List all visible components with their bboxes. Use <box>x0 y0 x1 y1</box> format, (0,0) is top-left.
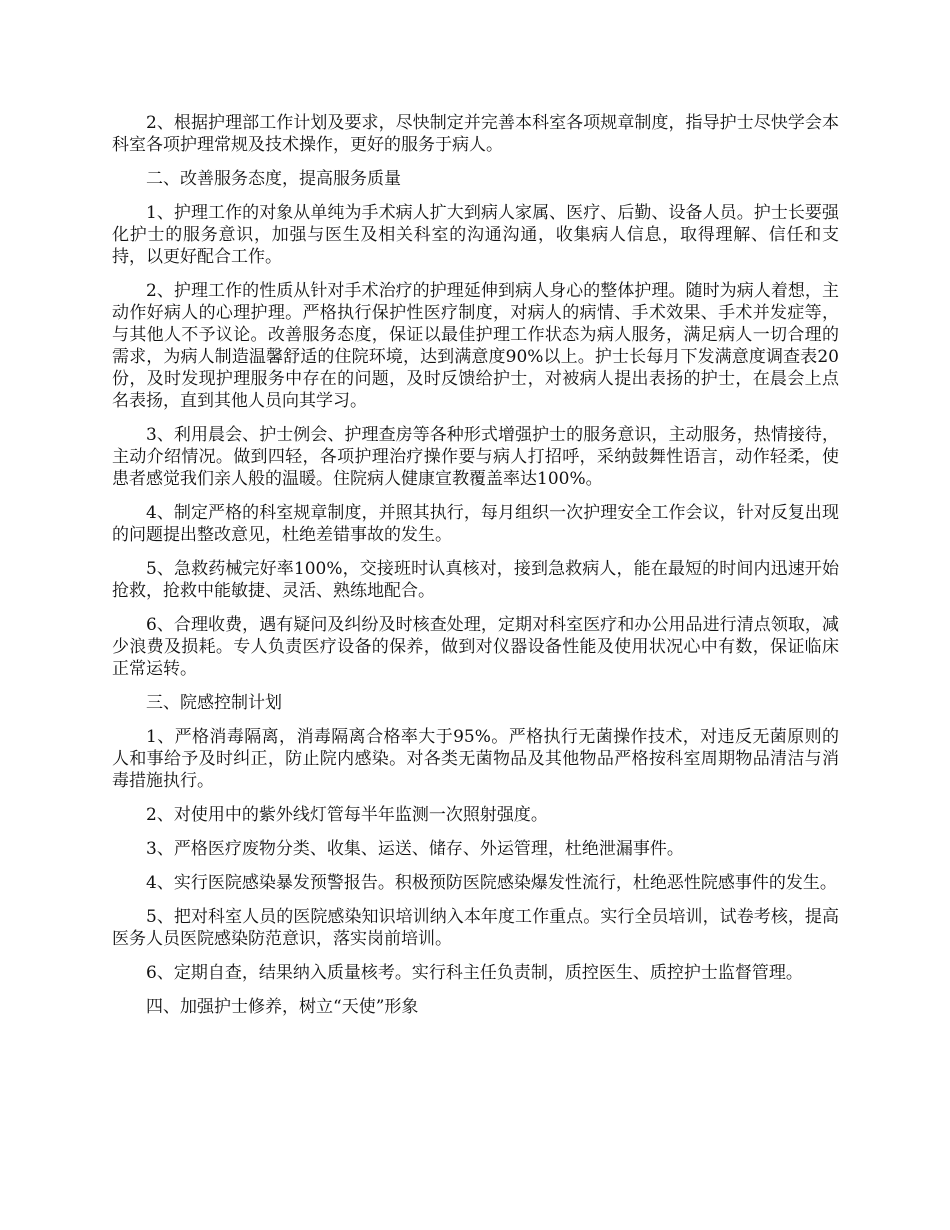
paragraph-disinfection-isolation: 1、严格消毒隔离，消毒隔离合格率大于95%。严格执行无菌操作技术，对违反无菌原则的人和事给予及时纠正，防止院内感染。对各类无菌物品及其他物品严格按科室周期物品清洁与消毒措施执行。 <box>112 727 839 791</box>
paragraph-uv-lamp-monitoring: 2、对使用中的紫外线灯管每半年监测一次照射强度。 <box>146 805 548 825</box>
paragraph-holistic-care: 2、护理工作的性质从针对手术治疗的护理延伸到病人身心的整体护理。随时为病人着想，主动作好病人的心理护理。严格执行保护性医疗制度，对病人的病情、手术效果、手术并发症等，与其他人不予议论。改善服务态度，保证以最佳护理工作状态为病人服务，满足病人一切合理的需求，为病人制造温馨舒适的住院环境，达到满意度90%以上。护士长每月下发满意度调查表20份，及时发现护理服务中存在的问题，及时反馈给护士，对被病人提出表扬的护士，在晨会上点名表扬，直到其他人员向其学习。 <box>112 281 839 411</box>
paragraph-service-awareness: 3、利用晨会、护士例会、护理查房等各种形式增强护士的服务意识，主动服务，热情接待，主动介绍情况。做到四轻，各项护理治疗操作要与病人打招呼，采纳鼓舞性语言，动作轻柔，使患者感觉我们亲人般的温暖。住院病人健康宣教覆盖率达100%。 <box>112 425 839 489</box>
section-heading-nurse-cultivation: 四、加强护士修养，树立“天使”形象 <box>146 997 419 1017</box>
paragraph-medical-waste: 3、严格医疗废物分类、收集、运送、储存、外运管理，杜绝泄漏事件。 <box>146 839 684 859</box>
document-page <box>112 112 839 1030</box>
paragraph-reasonable-charges: 6、合理收费，遇有疑问及纠纷及时核查处理，定期对科室医疗和办公用品进行清点领取，减少浪费及损耗。专人负责医疗设备的保养，做到对仪器设备性能及使用状况心中有数，保证临床正常运转。 <box>112 615 839 679</box>
paragraph-infection-training: 5、把对科室人员的医院感染知识培训纳入本年度工作重点。实行全员培训，试卷考核，提高医务人员医院感染防范意识，落实岗前培训。 <box>112 907 839 949</box>
paragraph-emergency-equipment: 5、急救药械完好率100%，交接班时认真核对，接到急救病人，能在最短的时间内迅速开始抢救，抢救中能敏捷、灵活、熟练地配合。 <box>112 559 839 601</box>
paragraph-self-inspection: 6、定期自查，结果纳入质量核考。实行科主任负责制，质控医生、质控护士监督管理。 <box>146 963 803 983</box>
section-heading-service-attitude: 二、改善服务态度，提高服务质量 <box>146 169 401 189</box>
section-heading-infection-control: 三、院感控制计划 <box>146 693 282 713</box>
paragraph-rules-guidance: 2、根据护理部工作计划及要求，尽快制定并完善本科室各项规章制度，指导护士尽快学会本科室各项护理常规及技术操作，更好的服务于病人。 <box>112 113 839 155</box>
paragraph-outbreak-warning: 4、实行医院感染暴发预警报告。积极预防医院感染爆发性流行，杜绝恶性院感事件的发生。 <box>146 873 837 893</box>
paragraph-rules-safety-meeting: 4、制定严格的科室规章制度，并照其执行，每月组织一次护理安全工作会议，针对反复出现的问题提出整改意见，杜绝差错事故的发生。 <box>112 503 839 545</box>
paragraph-service-scope: 1、护理工作的对象从单纯为手术病人扩大到病人家属、医疗、后勤、设备人员。护士长要强化护士的服务意识，加强与医生及相关科室的沟通沟通，收集病人信息，取得理解、信任和支持，以更好配合工作。 <box>112 203 839 267</box>
